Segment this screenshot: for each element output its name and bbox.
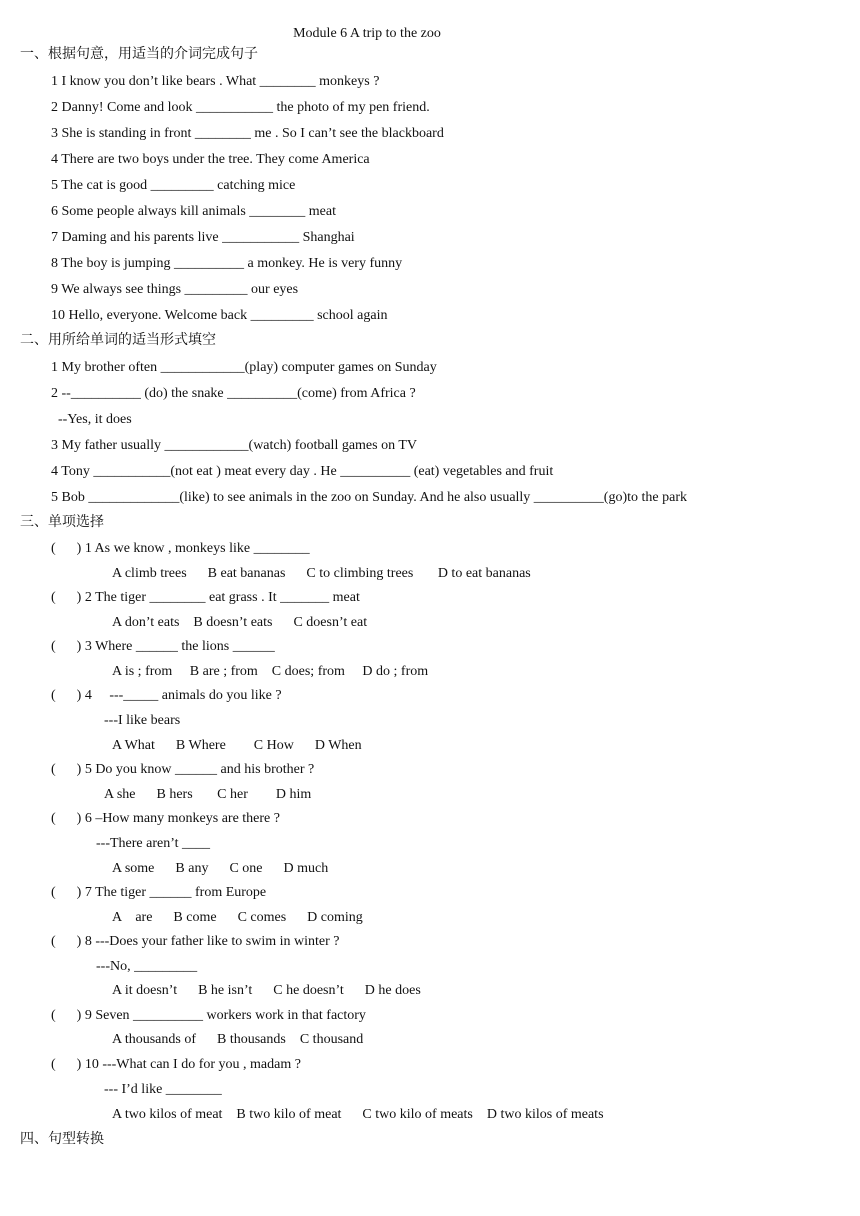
s1-item-10: 10 Hello, everyone. Welcome back _________ school again — [51, 308, 388, 323]
q8-options: A it doesn’t B he isn’t C he doesn’t D he does — [112, 983, 421, 998]
section1-heading: 一、根据句意，用适当的介词完成句子 — [20, 47, 258, 62]
q8-stem: ( ) 8 ---Does your father like to swim in winter ? — [51, 934, 340, 949]
q7-options: A are B come C comes D coming — [112, 910, 363, 925]
q4-stem: ( ) 4 ---_____ animals do you like ? — [51, 688, 282, 703]
s1-item-6: 6 Some people always kill animals ________ meat — [51, 204, 337, 219]
q8-answer: ---No, _________ — [96, 959, 198, 974]
q6-options: A some B any C one D much — [112, 861, 329, 876]
q3-options: A is ; from B are ; from C does; from D do ; from — [112, 664, 429, 679]
q6-answer: ---There aren’t ____ — [96, 836, 211, 851]
q7-stem: ( ) 7 The tiger ______ from Europe — [51, 885, 267, 900]
section2-heading: 二、用所给单词的适当形式填空 — [20, 333, 216, 348]
q5-options: A she B hers C her D him — [104, 787, 312, 802]
s2-item-4: 4 Tony ___________(not eat ) meat every day . He __________ (eat) vegetables and fruit — [51, 464, 554, 479]
s2-item-2-answer: --Yes, it does — [58, 412, 132, 427]
q2-stem: ( ) 2 The tiger ________ eat grass . It _______ meat — [51, 590, 360, 605]
q10-options: A two kilos of meat B two kilo of meat C two kilo of meats D two kilos of meats — [112, 1107, 604, 1122]
q2-options: A don’t eats B doesn’t eats C doesn’t eat — [112, 615, 368, 630]
q6-stem: ( ) 6 –How many monkeys are there ? — [51, 811, 280, 826]
s2-item-3: 3 My father usually ____________(watch) football games on TV — [51, 438, 418, 453]
s1-item-9: 9 We always see things _________ our eyes — [51, 282, 299, 297]
s1-item-8: 8 The boy is jumping __________ a monkey. He is very funny — [51, 256, 403, 271]
q5-stem: ( ) 5 Do you know ______ and his brother ? — [51, 762, 315, 777]
q4-answer: ---I like bears — [104, 713, 181, 728]
q1-stem: ( ) 1 As we know , monkeys like ________ — [51, 541, 310, 556]
q1-options: A climb trees B eat bananas C to climbing trees D to eat bananas — [112, 566, 531, 581]
q10-answer: --- I’d like ________ — [104, 1082, 222, 1097]
s1-item-2: 2 Danny! Come and look ___________ the photo of my pen friend. — [51, 100, 430, 115]
s1-item-5: 5 The cat is good _________ catching mice — [51, 178, 296, 193]
s2-item-5: 5 Bob _____________(like) to see animals in the zoo on Sunday. And he also usually __________(go)to the park — [51, 490, 688, 505]
q4-options: A What B Where C How D When — [112, 738, 362, 753]
s1-item-4: 4 There are two boys under the tree. They come America — [51, 152, 370, 167]
section4-heading: 四、句型转换 — [20, 1132, 104, 1147]
q3-stem: ( ) 3 Where ______ the lions ______ — [51, 639, 275, 654]
section3-heading: 三、单项选择 — [20, 515, 104, 530]
s1-item-7: 7 Daming and his parents live ___________ Shanghai — [51, 230, 355, 245]
s2-item-1: 1 My brother often ____________(play) computer games on Sunday — [51, 360, 437, 375]
s2-item-2: 2 --__________ (do) the snake __________(come) from Africa ? — [51, 386, 416, 401]
q9-stem: ( ) 9 Seven __________ workers work in that factory — [51, 1008, 366, 1023]
q10-stem: ( ) 10 ---What can I do for you , madam ? — [51, 1057, 301, 1072]
s1-item-3: 3 She is standing in front ________ me . So I can’t see the blackboard — [51, 126, 444, 141]
q9-options: A thousands of B thousands C thousand — [112, 1032, 364, 1047]
s1-item-1: 1 I know you don’t like bears . What ________ monkeys ? — [51, 74, 380, 89]
page-title: Module 6 A trip to the zoo — [293, 26, 441, 41]
